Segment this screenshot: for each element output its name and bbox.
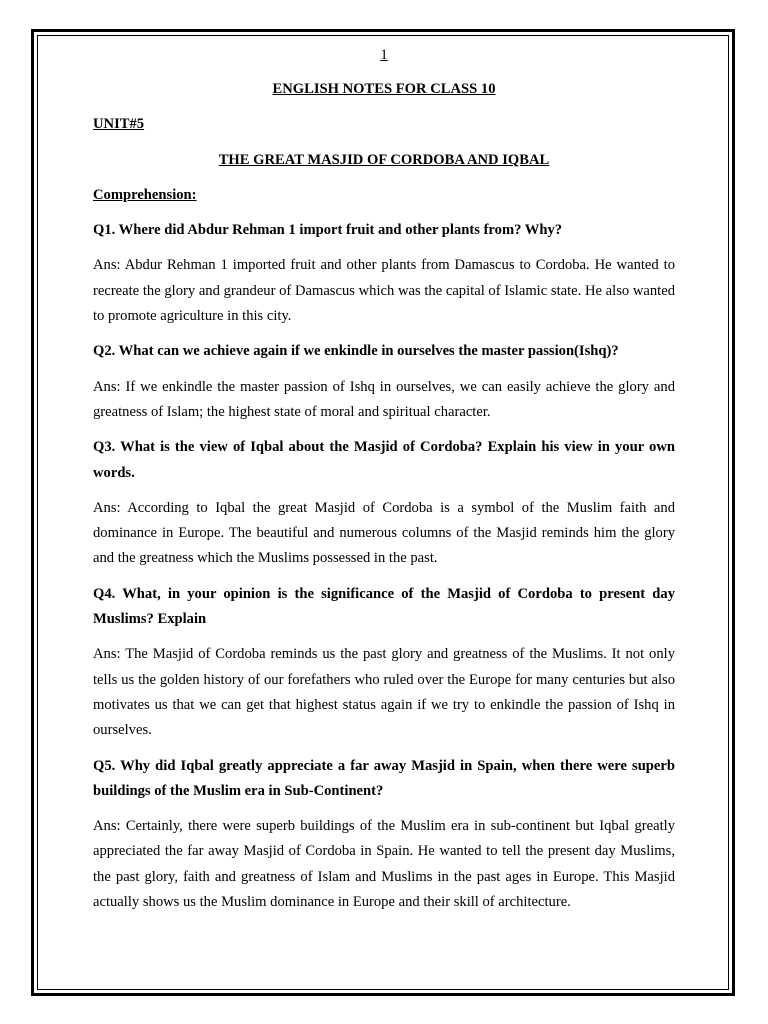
- answer-2: Ans: If we enkindle the master passion of Ishq in ourselves, we can easily achieve the glory and greatness of Islam; the highest state of moral and spiritual character.: [93, 378, 675, 420]
- answer-1: Ans: Abdur Rehman 1 imported fruit and other plants from Damascus to Cordoba. He wanted to recreate the glory and grandeur of Damascus which was the capital of Islamic state. He also wanted to promote agriculture in this city.: [93, 257, 675, 325]
- question-2: Q2. What can we achieve again if we enkindle in ourselves the master passion(Ishq)?: [93, 343, 619, 360]
- header-title: ENGLISH NOTES FOR CLASS 10: [272, 81, 496, 97]
- page-number: 1: [380, 47, 388, 63]
- answer-3: Ans: According to Iqbal the great Masjid of Cordoba is a symbol of the Muslim faith and dominance in Europe. The beautiful and numerous columns of the Masjid reminds him the glory and the greatness which the Muslims possessed in the past.: [93, 499, 675, 567]
- question-3: Q3. What is the view of Iqbal about the Masjid of Cordoba? Explain his view in your own words.: [93, 439, 675, 481]
- question-5: Q5. Why did Iqbal greatly appreciate a far away Masjid in Spain, when there were superb buildings of the Muslim era in Sub-Continent?: [93, 757, 675, 799]
- answer-5: Ans: Certainly, there were superb buildings of the Muslim era in sub-continent but Iqbal greatly appreciated the far away Masjid of Cordoba in Spain. He wanted to tell the present day Muslims, the past glory, faith and greatness of Islam and Muslims in the past ages in Europe. This Masjid actually shows us the Muslim dominance in Europe and their skill of architecture.: [93, 818, 675, 911]
- question-1: Q1. Where did Abdur Rehman 1 import fruit and other plants from? Why?: [93, 222, 563, 239]
- document-body: [93, 43, 675, 915]
- chapter-title: THE GREAT MASJID OF CORDOBA AND IQBAL: [218, 151, 550, 168]
- answer-4: Ans: The Masjid of Cordoba reminds us the past glory and greatness of the Muslims. It not only tells us the golden history of our forefathers who ruled over the Europe for many centuries but also motivates us that we can get that highest status again if we try to enkindle the passion of Ishq in ourselves.: [93, 646, 675, 739]
- section-label: Comprehension:: [93, 186, 197, 203]
- unit-label: UNIT#5: [93, 116, 145, 133]
- question-4: Q4. What, in your opinion is the significance of the Masjid of Cordoba to present day Muslims? Explain: [93, 585, 675, 628]
